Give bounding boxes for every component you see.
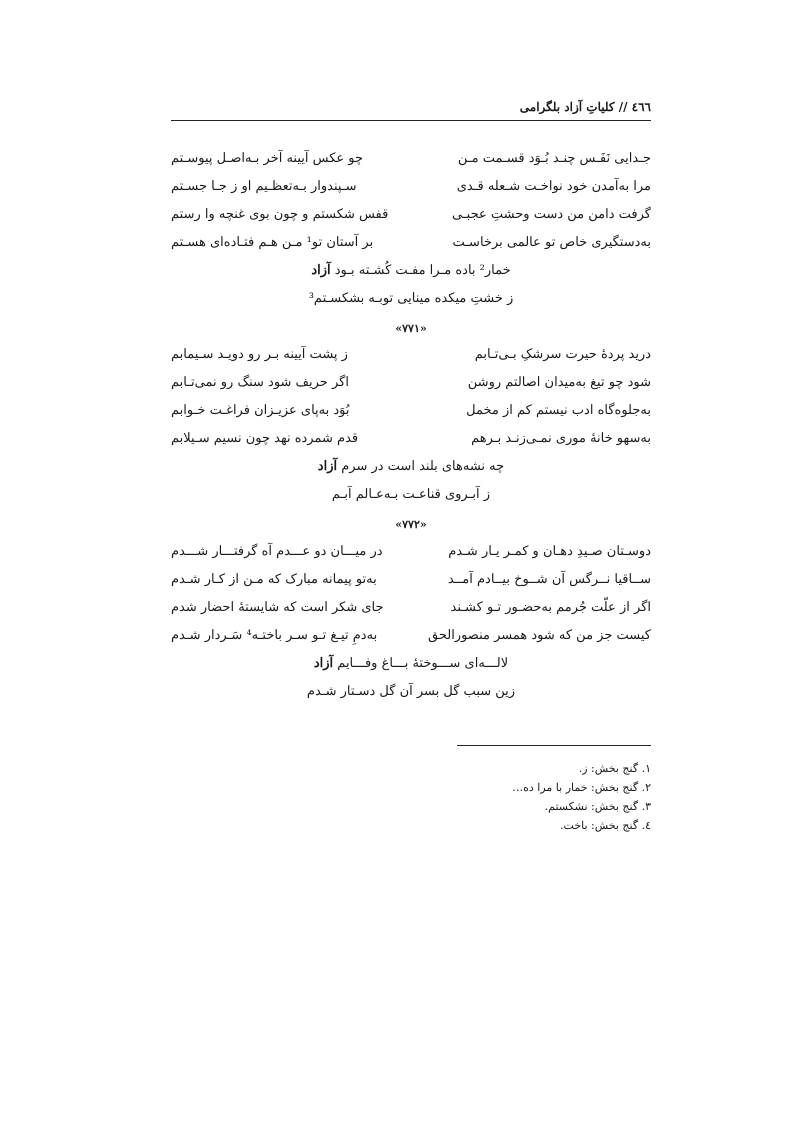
closing-line [171, 453, 651, 481]
hemistich-right: ســاقیا نــرگس آن شــوخ بیــادم آمــد [447, 572, 651, 587]
hemistich-left: به‌تو پیمانه مبارک که مـن از کـار شـدم [171, 572, 377, 587]
hemistich-left: بر آستان تو¹ مـن هـم فتـاده‌ای هسـتم [171, 235, 374, 250]
couplet [171, 145, 651, 173]
couplet [171, 369, 651, 397]
hemistich-right: کیست جز من که شود همسر منصورالحق [428, 628, 651, 643]
closing-text: ز خشتِ میکده مینایی توبـه بشکسـتم³ [308, 291, 514, 306]
hemistich-right: دوسـتان صـیدِ دهـان و کمـر یـار شـدم [448, 544, 651, 559]
couplet [171, 229, 651, 257]
closing-line [171, 650, 651, 678]
hemistich-right: درید پردهٔ حیرت سرشکِ بـی‌تـابم [474, 347, 651, 362]
hemistich-left: ز پشت آیینه بـر رو دویـد سـیمابم [171, 347, 348, 362]
footnotes [400, 759, 651, 835]
hemistich-left: بُوَد به‌پای عزیـزان فراغـت خـوابم [171, 403, 350, 418]
closing-line [171, 481, 651, 509]
hemistich-right: به‌دستگیری خاص تو عالمی برخاسـت [452, 235, 651, 250]
running-header-title: ٤٦٦ // کلیاتِ آزاد بلگرامی [519, 100, 651, 114]
closing-line [171, 257, 651, 285]
closing-line [171, 285, 651, 313]
poet-name: آزاد [317, 459, 338, 474]
hemistich-left: قفس شکستم و چون بوی غنچه وا رستم [171, 207, 389, 222]
hemistich-right: به‌سهو خانهٔ موری نمـی‌زنـد بـرهم [471, 431, 651, 446]
couplet [171, 622, 651, 650]
hemistich-left: سـپندوار بـه‌تعظـیم او ز جـا جسـتم [171, 179, 357, 194]
poem-number: «۷۷۲» [395, 518, 427, 531]
couplet [171, 594, 651, 622]
hemistich-left: در میـــان دو عـــدم آه گرفتـــار شـــدم [171, 544, 383, 559]
closing-text: چه نشه‌های بلند است در سرم [337, 459, 505, 474]
hemistich-left: قدم شمرده نهد چون نسیم سـیلابم [171, 431, 359, 446]
footnote: ٤. گنج بخش: باخت. [560, 819, 651, 832]
hemistich-right: اگر از علّت جُرمم به‌حضـور تـو کشـند [450, 600, 651, 615]
hemistich-right: شود چو تیغ به‌میدان اصالتم روشن [467, 375, 651, 390]
closing-text: زین سبب گل بسر آن گل دسـتار شـدم [306, 684, 516, 699]
closing-text: ز آبـروی قناعـت بـه‌عـالم آبـم [331, 487, 491, 502]
hemistich-left: به‌دمِ تیـغ تـو سـر باختـه⁴ سَـردار شـدم [171, 628, 378, 643]
footnote: ٢. گنج بخش: خمار با مرا ده… [512, 781, 651, 794]
hemistich-left: اگر حریف شود سنگ رو نمی‌تـابم [171, 375, 349, 390]
hemistich-right: به‌جلوه‌گاه ادب نیستم کم از مخمل [466, 403, 651, 418]
hemistich-right: مرا به‌آمدن خود نواخـت شـعله قـدی [456, 179, 651, 194]
poem-771 [171, 341, 651, 509]
footnote: ١. گنج بخش: ز. [578, 762, 651, 775]
hemistich-left: چو عکس آیینه آخر بـه‌اصـل پیوسـتم [171, 151, 364, 166]
poem-number: «۷۷۱» [395, 322, 427, 335]
running-header [171, 96, 651, 121]
closing-line [171, 678, 651, 706]
couplet [171, 397, 651, 425]
couplet [171, 201, 651, 229]
couplet [171, 425, 651, 453]
poet-name: آزاد [311, 263, 331, 278]
couplet [171, 173, 651, 201]
couplet [171, 566, 651, 594]
footnote-divider [457, 745, 651, 746]
hemistich-left: جای شکر است که شایستهٔ احضار شدم [171, 600, 384, 615]
hemistich-right: گرفت دامن من دست وحشتِ عجبـی [452, 207, 651, 222]
hemistich-right: جـدایی نَفَـس چنـد بُـوَد قسـمت مـن [457, 151, 651, 166]
footnote: ٣. گنج بخش: نشکستم. [544, 800, 651, 813]
poem-1 [171, 145, 651, 313]
couplet [171, 538, 651, 566]
poet-name: آزاد [313, 656, 334, 671]
closing-text: لالـــه‌ای ســـوختهٔ بـــاغ وفـــایم [333, 656, 509, 671]
poem-772 [171, 538, 651, 706]
closing-text: خمار² باده مـرا مفـت کُشـته بـود [330, 263, 511, 278]
couplet [171, 341, 651, 369]
